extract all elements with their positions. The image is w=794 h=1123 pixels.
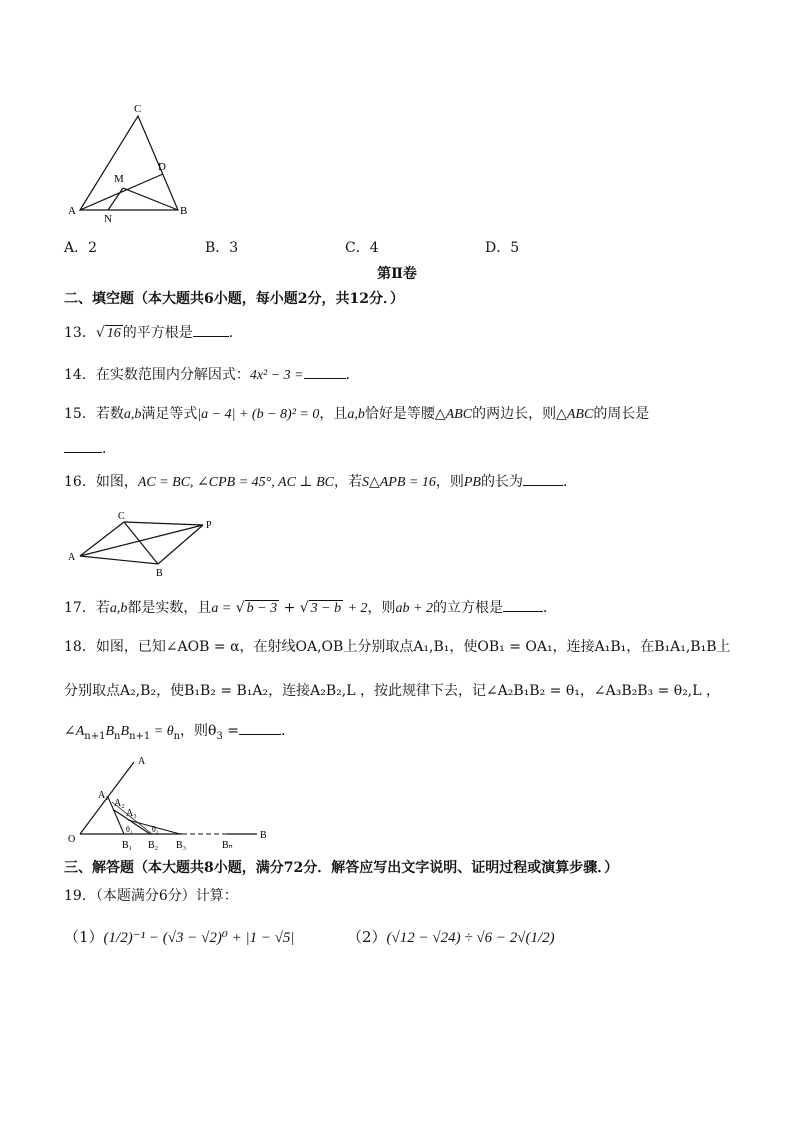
label-a: A	[68, 552, 76, 563]
q13-blank[interactable]	[193, 324, 229, 337]
choice-d: D．5	[485, 240, 520, 256]
label-a3: A₃	[126, 808, 137, 819]
q14-end: ．	[345, 367, 360, 383]
label-m: M	[114, 173, 124, 185]
label-b: B	[156, 568, 163, 579]
q19-text: （本题满分6分）计算：	[95, 888, 238, 904]
q17-radical-1: b − 3	[246, 601, 278, 616]
q16-number: 16．	[64, 474, 96, 490]
q18-blank[interactable]	[239, 722, 281, 735]
section-title: 第Ⅱ卷	[377, 266, 417, 282]
q17-radical-2: 3 − b	[310, 601, 342, 616]
q17-text-1: 若	[95, 600, 110, 616]
q14-blank[interactable]	[304, 366, 346, 379]
q15-text-6: 的周长是	[593, 406, 650, 422]
label-o: O	[68, 834, 76, 845]
label-c: C	[118, 511, 125, 522]
q18-sub-1: n+1	[84, 730, 106, 742]
q18-sub-5: 3	[216, 730, 223, 742]
label-b: B	[260, 830, 267, 841]
label-a: A	[68, 205, 76, 217]
q18-sub-3: n+1	[129, 730, 151, 742]
label-b1: B₁	[122, 840, 133, 851]
q13-radicand: 16	[106, 326, 121, 341]
choice-b: B．3	[205, 240, 239, 256]
q16-pb: PB	[463, 475, 481, 490]
q15-vars: a,b	[123, 407, 142, 422]
q15-triangle: ABC	[445, 407, 473, 422]
q19-part-2	[347, 926, 555, 947]
label-a1: A₁	[98, 790, 109, 801]
q13-end: ．	[228, 325, 243, 341]
q18-b2: B	[120, 724, 130, 739]
q16-text-3: ，则	[435, 474, 464, 490]
q14-expr: 4x² − 3 =	[249, 368, 304, 383]
question-18-line-2	[64, 680, 720, 700]
q17-plus: +	[283, 600, 296, 616]
q13-text: 的平方根是	[122, 325, 193, 341]
q19-part-2-expr: (√12 − √24) ÷ √6 − 2√(1/2)	[386, 930, 555, 946]
q17-text-3: ，则	[367, 600, 396, 616]
figure-triangle-q12	[60, 98, 200, 226]
q17-tail: + 2	[347, 601, 368, 616]
choice-a: A．2	[64, 240, 98, 256]
label-a2: A₂	[114, 798, 125, 809]
q19-part-2-label: （2）	[347, 928, 387, 946]
q15-text-2: 满足等式	[141, 406, 198, 422]
q17-vars: a,b	[109, 601, 128, 616]
q18-text-1: 如图，已知∠AOB = α，在射线OA,OB上分别取点A₁,B₁，使OB₁ = OA₁，连接A₁B₁，在B₁A₁,B₁B上	[95, 639, 731, 655]
q16-area: S△APB = 16	[361, 475, 436, 490]
q19-part-1-label: （1）	[64, 928, 104, 946]
question-14	[64, 364, 360, 384]
q16-text-4: 的长为	[480, 474, 523, 490]
q17-lhs: a =	[211, 601, 232, 616]
q15-text-1: 若数	[95, 406, 124, 422]
q17-expr: ab + 2	[395, 601, 433, 616]
q14-number: 14．	[64, 367, 96, 383]
label-b3: B₃	[176, 840, 187, 851]
q15-triangle-2: ABC	[566, 407, 594, 422]
q15-number: 15．	[64, 406, 96, 422]
question-17: 17．若a,b都是实数，且a = √ b − 3 + √ 3 − b + 2，则ab + 2的立方根是 ．	[64, 600, 557, 616]
label-p: P	[206, 520, 212, 531]
q17-text-2: 都是实数，且	[127, 600, 212, 616]
q19-part-1-expr: (1/2)⁻¹ − (√3 − √2)⁰ + |1 − √5|	[103, 930, 295, 946]
q17-text-4: 的立方根是	[432, 600, 503, 616]
question-15	[64, 403, 649, 423]
label-theta1: θ₁	[126, 825, 133, 834]
q15-blank[interactable]	[64, 440, 102, 453]
q15-equation: |a − 4| + (b − 8)² = 0	[197, 407, 320, 422]
label-b: B	[180, 205, 188, 217]
label-c: C	[134, 103, 142, 115]
q18-sub-2: n	[114, 730, 121, 742]
q18-number: 18．	[64, 639, 96, 655]
q18-sub-4: n	[173, 730, 181, 742]
q19-number: 19．	[64, 888, 96, 904]
q18-text-3: ，则θ	[180, 723, 217, 739]
q18-end: ．	[281, 723, 296, 739]
q15-end: ．	[102, 441, 116, 457]
label-b2: B₂	[148, 840, 159, 851]
question-19	[64, 885, 238, 905]
q17-number: 17．	[64, 600, 96, 616]
q17-end: ．	[542, 600, 557, 616]
q13-sqrt: √ 16	[95, 325, 121, 341]
q18-eq: =	[222, 723, 240, 739]
figure-angle-q18	[62, 752, 282, 852]
q15-text-5: 的两边长，则△	[472, 406, 567, 422]
q16-condition: AC = BC, ∠CPB = 45°, AC ⊥ BC	[137, 475, 334, 490]
q15-vars-2: a,b	[347, 407, 365, 422]
q15-text-3: ，且	[319, 406, 348, 422]
q16-end: ．	[562, 474, 577, 490]
question-13	[64, 322, 243, 342]
part3-heading: 三、解答题（本大题共8小题，满分72分．解答应写出文字说明、证明过程或演算步骤．）	[64, 860, 619, 876]
label-a: A	[138, 756, 146, 767]
q16-blank[interactable]	[523, 473, 563, 486]
q16-text-1: 如图，	[95, 474, 138, 490]
label-bn: Bₙ	[222, 840, 233, 851]
q15-text-4: 恰好是等腰△	[364, 406, 446, 422]
label-n: N	[104, 213, 112, 225]
figure-quadrilateral-q16	[66, 508, 226, 580]
q18-text-2: 分别取点A₂,B₂，使B₁B₂ = B₁A₂，连接A₂B₂,L ，按此规律下去，记∠A₂B₁B₂ = θ₁，∠A₃B₂B₃ = θ₂,L ，	[64, 683, 720, 699]
q14-text: 在实数范围内分解因式：	[95, 367, 250, 383]
q18-theta: = θ	[150, 724, 174, 739]
label-theta2: θ₂	[152, 825, 159, 834]
q19-part-1	[64, 926, 295, 947]
q16-text-2: ，若	[333, 474, 362, 490]
label-d: D	[158, 161, 166, 173]
question-18-line-1	[64, 636, 731, 656]
question-16	[64, 471, 577, 491]
question-18-line-3	[64, 720, 295, 742]
q18-angle: ∠A	[64, 724, 85, 739]
part2-heading: 二、填空题（本大题共6小题，每小题2分，共12分．）	[64, 291, 404, 307]
q13-number: 13．	[64, 325, 96, 341]
q17-blank[interactable]	[503, 599, 543, 612]
q18-b: B	[105, 724, 115, 739]
question-15-cont	[64, 438, 116, 458]
choice-c: C．4	[345, 240, 379, 256]
